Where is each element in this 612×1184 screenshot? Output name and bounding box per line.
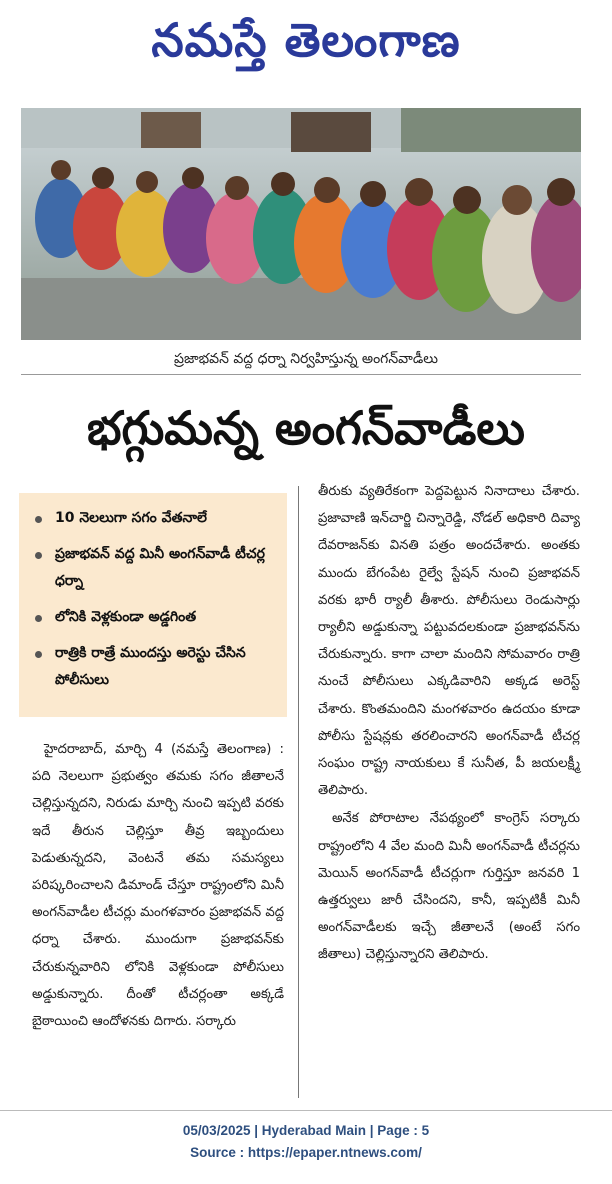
newspaper-masthead: నమస్తే తెలంగాణ [151, 13, 461, 67]
caption-divider [21, 374, 581, 375]
headline: భగ్గుమన్న అంగన్‌వాడీలు [87, 401, 525, 455]
highlight-item [33, 505, 279, 532]
bullet-icon [35, 552, 42, 559]
highlight-text: 10 నెలలుగా సగం వేతనాలే [55, 510, 207, 526]
article-left-column: హైదరాబాద్, మార్చి 4 (నమస్తే తెలంగాణ) : పది నెలలుగా ప్రభుత్వం తమకు సగం జీతాలనే చెల్లిస్తున్నదని, నిరుడు మార్చి నుంచి ఇప్పటి వరకు ఇదే తీరున చెల్లిస్తూ తీవ్ర ఇబ్బందులు పెడుతున్నదని, వెంటనే తమ సమస్యలు పరిష్కరించాలని డిమాండ్ చేస్తూ రాష్ట్రంలోని మినీ అంగన్‌వాడీల టీచర్లు మంగళవారం ప్రజాభవన్ వద్ద ధర్నా చేశారు. ముందుగా ప్రజాభవన్‌కు చేరుకున్నవారిని లోనికి వెళ్లకుండా పోలీసులు అడ్డుకున్నారు. దీంతో టీచర్లంతా అక్కడే బైఠాయించి ఆందోళనకు దిగారు. సర్కారు [32, 742, 285, 1030]
article-paragraph: అనేక పోరాటాల నేపథ్యంలో కాంగ్రెస్ సర్కారు రాష్ట్రంలోని 4 వేల మంది మినీ అంగన్‌వాడీ టీచర్లను మెయిన్ అంగన్‌వాడీ టీచర్లుగా గుర్తిస్తూ జనవరి 1 ఉత్తర్వులు జారీ చేసిందని, కానీ, ఇప్పటికీ మినీ అంగన్‌వాడీలకు ఇచ్చే జీతాలనే (అంటే సగం జీతాలు) చెల్లిస్తున్నారని తెలిపారు. [318, 811, 580, 963]
footer-source-link[interactable]: Source : https://epaper.ntnews.com/ [190, 1145, 422, 1160]
highlights-box [19, 493, 287, 717]
bullet-icon [35, 615, 42, 622]
article-paragraph: తీరుకు వ్యతిరేకంగా పెద్దపెట్టున నినాదాలు చేశారు. ప్రజావాణి ఇన్‌చార్జి చిన్నారెడ్డి, నోడల్ అధికారి దివ్యా దేవరాజన్‌కు వినతి పత్రం అందచేశారు. అంతకు ముందు బేగంపేట రైల్వే స్టేషన్ నుంచి ప్రజాభవన్ వరకు భారీ ర్యాలీ తీశారు. పోలీసులు రెండుసార్లు ర్యాలీని అడ్డుకున్నా పట్టువదలకుండా ప్రజాభవన్‌ను చేరుకున్నారు. కాగా చాలా మందిని సోమవారం రాత్రి నుంచే పోలీసులు ఎక్కడివారిని అక్కడ అరెస్ట్ చేశారు. కొంతమందిని మంగళవారం ఉదయం కూడా పోలీసు స్టేషన్లకు తరలించారని అంగన్‌వాడీ టీచర్ల సంఘం రాష్ట్ర నాయకులు కే సునీత, పీ జయలక్ష్మీ తెలిపారు. [318, 484, 580, 799]
footer [0, 1120, 612, 1164]
news-photo [21, 108, 581, 340]
highlight-text: ప్రజాభవన్ వద్ద మినీ అంగన్‌వాడీ టీచర్ల ధర్నా [55, 546, 265, 589]
highlight-item [33, 640, 279, 694]
footer-divider [0, 1110, 612, 1111]
photo-caption: ప్రజాభవన్ వద్ద ధర్నా నిర్వహిస్తున్న అంగన్‌వాడీలు [174, 351, 438, 367]
highlight-item [33, 604, 279, 631]
footer-edition-info: 05/03/2025 | Hyderabad Main | Page : 5 [182, 1123, 430, 1138]
bullet-icon [35, 516, 42, 523]
highlight-text: రాత్రికి రాత్రే ముందస్తు అరెస్టు చేసిన పోలీసులు [55, 645, 246, 688]
bullet-icon [35, 651, 42, 658]
highlight-item [33, 541, 279, 595]
highlight-text: లోనికి వెళ్లకుండా అడ్డగింత [55, 609, 197, 625]
column-divider [298, 486, 299, 1098]
article-right-column [318, 478, 580, 969]
